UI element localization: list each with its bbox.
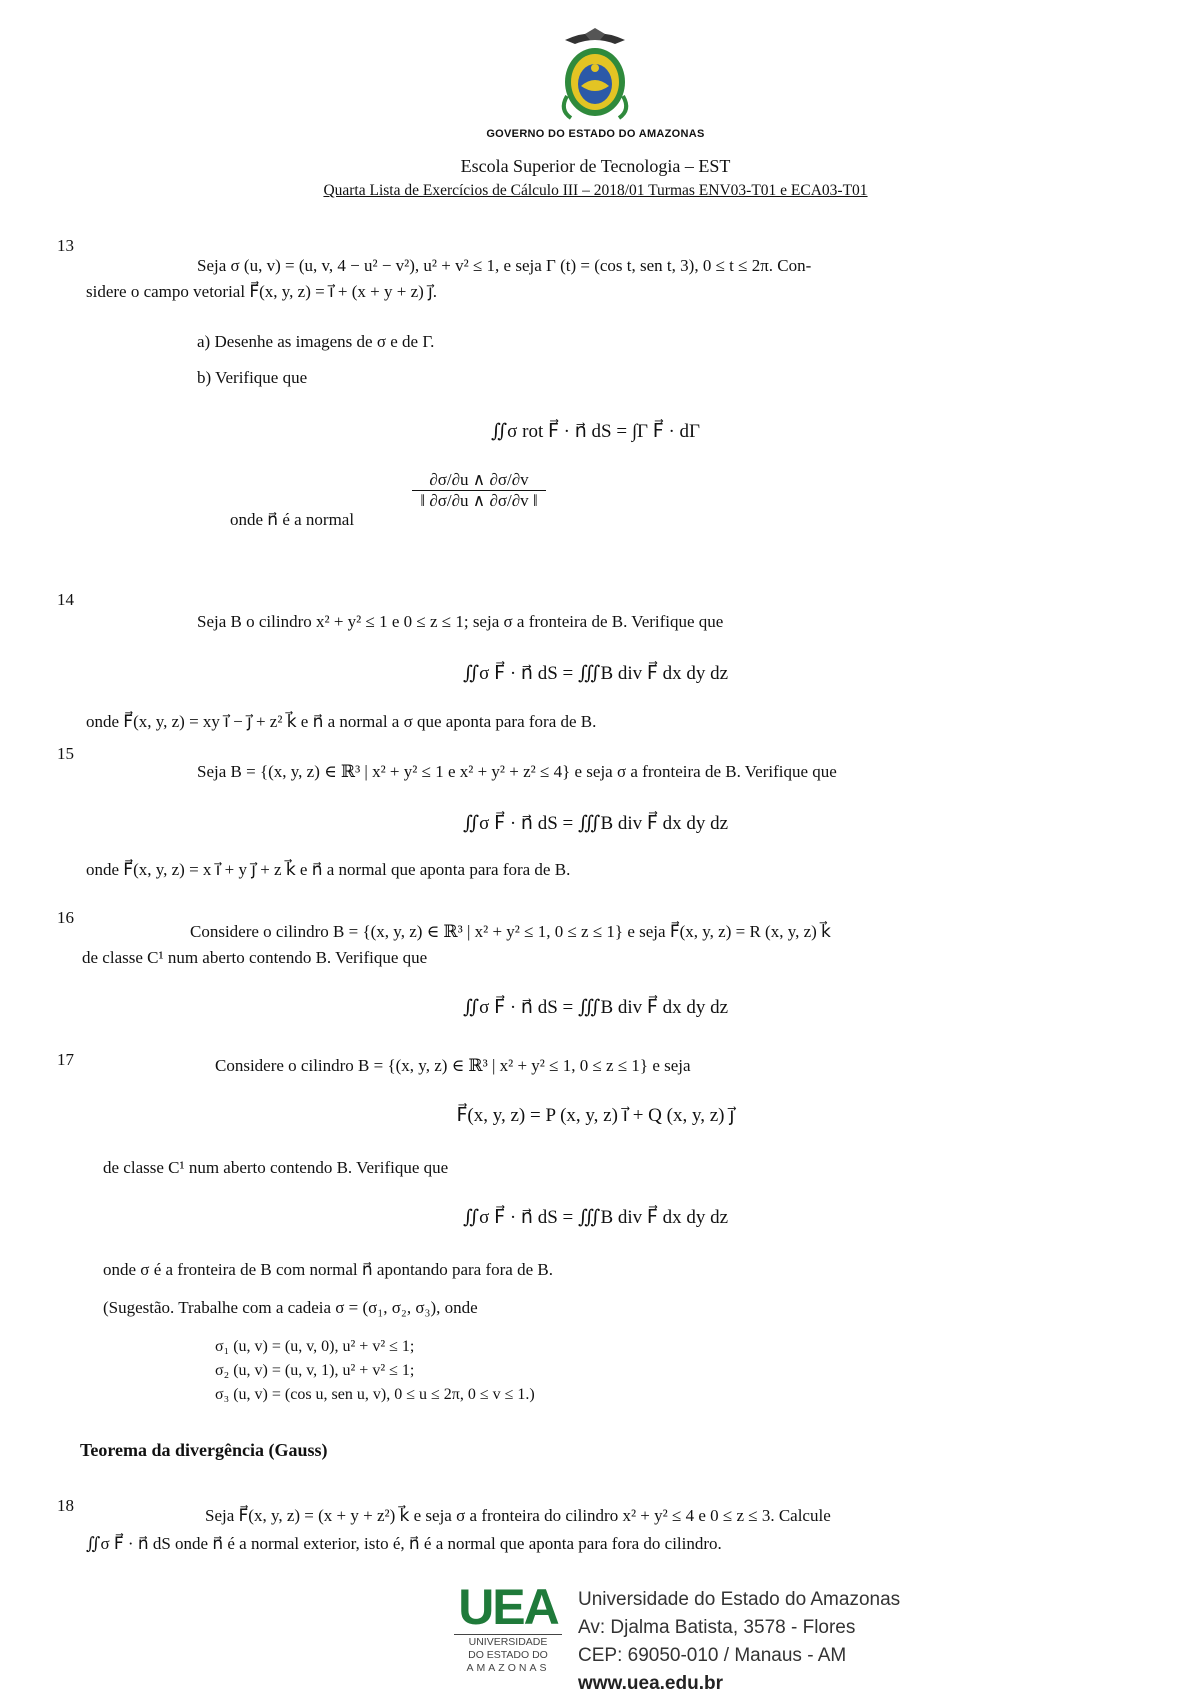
exercise-number: 13	[57, 236, 74, 255]
exercise-text: onde F⃗(x, y, z) = x i⃗ + y j⃗ + z k⃗ e n⃗ a normal que aponta para fora de B.	[86, 860, 571, 879]
footer-cep: CEP: 69050-010 / Manaus - AM	[578, 1645, 847, 1666]
formula: ∬σ rot F⃗ · n⃗ dS = ∫Γ F⃗ · dΓ	[490, 421, 701, 442]
list-title	[0, 182, 1191, 200]
hint-line: σ₃ (u, v) = (cos u, sen u, v), 0 ≤ u ≤ 2π, 0 ≤ v ≤ 1.)	[215, 1386, 535, 1403]
uea-logo	[448, 1579, 568, 1680]
vector-field: F⃗(x, y, z) = P (x, y, z) i⃗ + Q (x, y, z) j⃗	[456, 1105, 735, 1126]
uea-logo-sub: AMAZONAS	[466, 1662, 550, 1674]
exercise-text: onde σ é a fronteira de B com normal n⃗ apontando para fora de B.	[103, 1260, 553, 1279]
exercise-text: ∬σ F⃗ · n⃗ dS onde n⃗ é a normal exterior, isto é, n⃗ é a normal que aponta para fora do cilindro.	[86, 1534, 722, 1553]
exercise-number: 14	[57, 590, 74, 609]
section-title: Teorema da divergência (Gauss)	[80, 1440, 328, 1460]
uea-logo-sub: UNIVERSIDADE	[454, 1634, 562, 1649]
footer-street: Av: Djalma Batista, 3578 - Flores	[578, 1617, 856, 1638]
exercise-text: Seja B = {(x, y, z) ∈ ℝ³ | x² + y² ≤ 1 e x² + y² + z² ≤ 4} e seja σ a fronteira de B. Verifique que	[197, 762, 837, 781]
formula: ∬σ F⃗ · n⃗ dS = ∭B div F⃗ dx dy dz	[462, 663, 729, 684]
exercise-text: sidere o campo vetorial F⃗(x, y, z) = i⃗ + (x + y + z) j⃗.	[86, 282, 438, 301]
government-title: GOVERNO DO ESTADO DO AMAZONAS	[486, 128, 705, 140]
hint-line: σ₁ (u, v) = (u, v, 0), u² + v² ≤ 1;	[215, 1338, 415, 1355]
exercise-text: Seja σ (u, v) = (u, v, 4 − u² − v²), u² + v² ≤ 1, e seja Γ (t) = (cos t, sen t, 3), 0 ≤ t ≤ 2π. Con-	[197, 256, 812, 275]
list-title-text: Quarta Lista de Exercícios de Cálculo III – 2018/01 Turmas ENV03-T01 e ECA03-T01	[323, 182, 868, 199]
footer-website: www.uea.edu.br	[578, 1673, 723, 1694]
normal-denominator: ‖ ∂σ/∂u ∧ ∂σ/∂v ‖	[412, 490, 546, 511]
hint-line: σ₂ (u, v) = (u, v, 1), u² + v² ≤ 1;	[215, 1362, 415, 1379]
uea-logo-text: UEA	[458, 1579, 558, 1635]
exercise-text: Considere o cilindro B = {(x, y, z) ∈ ℝ³ | x² + y² ≤ 1, 0 ≤ z ≤ 1} e seja	[215, 1056, 691, 1075]
footer-address	[578, 1586, 900, 1698]
exercise-text: de classe C¹ num aberto contendo B. Verifique que	[82, 948, 428, 967]
exercise-item: a) Desenhe as imagens de σ e de Γ.	[197, 332, 435, 351]
normal-fraction	[412, 470, 546, 511]
exercise-number: 16	[57, 908, 74, 927]
state-crest-logo	[545, 26, 645, 122]
exercise-item: b) Verifique que	[197, 368, 308, 387]
exercise-number: 18	[57, 1496, 74, 1515]
formula: ∬σ F⃗ · n⃗ dS = ∭B div F⃗ dx dy dz	[462, 813, 729, 834]
normal-label: onde n⃗ é a normal	[230, 510, 355, 529]
exercise-number: 17	[57, 1050, 74, 1069]
exercise-text: Seja F⃗(x, y, z) = (x + y + z²) k⃗ e seja σ a fronteira do cilindro x² + y² ≤ 4 e 0 ≤ z ≤ 3. Calcule	[205, 1506, 831, 1525]
hint-text: (Sugestão. Trabalhe com a cadeia σ = (σ₁, σ₂, σ₃), onde	[103, 1298, 478, 1317]
exercise-text: Seja B o cilindro x² + y² ≤ 1 e 0 ≤ z ≤ 1; seja σ a fronteira de B. Verifique que	[197, 612, 724, 631]
formula: ∬σ F⃗ · n⃗ dS = ∭B div F⃗ dx dy dz	[462, 997, 729, 1018]
uea-logo-sub: DO ESTADO DO	[468, 1649, 548, 1661]
exercise-text: Considere o cilindro B = {(x, y, z) ∈ ℝ³ | x² + y² ≤ 1, 0 ≤ z ≤ 1} e seja F⃗(x, y, z) = R (x, y, z) k⃗	[190, 922, 831, 941]
normal-numerator: ∂σ/∂u ∧ ∂σ/∂v	[429, 470, 529, 489]
footer-university: Universidade do Estado do Amazonas	[578, 1589, 901, 1610]
exercise-number: 15	[57, 744, 74, 763]
formula: ∬σ F⃗ · n⃗ dS = ∭B div F⃗ dx dy dz	[462, 1207, 729, 1228]
school-title: Escola Superior de Tecnologia – EST	[460, 156, 731, 176]
exercise-text: de classe C¹ num aberto contendo B. Verifique que	[103, 1158, 449, 1177]
exercise-text: onde F⃗(x, y, z) = xy i⃗ − j⃗ + z² k⃗ e n⃗ a normal a σ que aponta para fora de B.	[86, 712, 597, 731]
